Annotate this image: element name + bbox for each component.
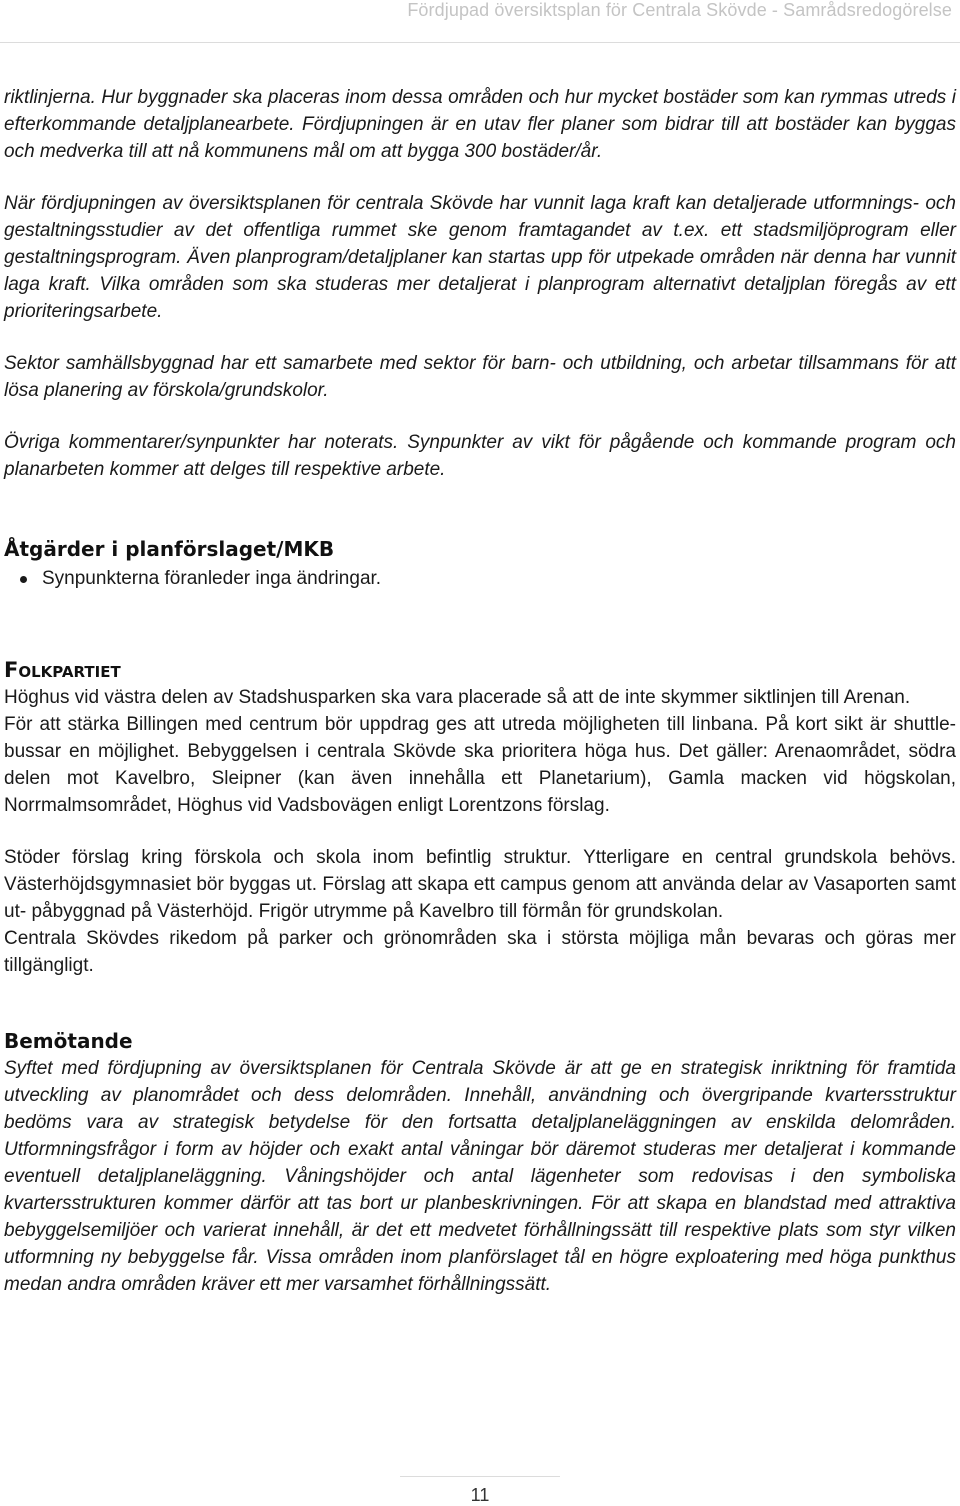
intro-paragraph-2: När fördjupningen av översiktsplanen för centrala Skövde har vunnit laga kraft kan detaljerade utformnings- och gestaltningsstudier av det offentliga rummet ske genom framtagandet av t.ex. ett stadsmiljöprogram eller gestaltningsprogram. Även planprogram/detaljplaner kan startas upp för utpekade områden när denna har vunnit laga kraft. Vilka områden som ska studeras mer detaljerat i planprogram alternativt detaljplan föregås av ett prioriteringsarbete.	[4, 193, 956, 322]
measures-list	[4, 565, 956, 592]
intro-paragraph-3: Sektor samhällsbyggnad har ett samarbete med sektor för barn- och utbildning, och arbetar tillsammans för att lösa planering av förskola/grundskolor.	[4, 353, 956, 401]
list-item-text: Synpunkterna föranleder inga ändringar.	[42, 568, 382, 589]
folkpartiet-heading: Folkpartiet	[4, 658, 121, 682]
response-heading: Bemötande	[4, 1029, 133, 1053]
intro-paragraph-4: Övriga kommentarer/synpunkter har noterats. Synpunkter av vikt för pågående och kommande program och planarbeten kommer att delges till respektive arbete.	[4, 432, 956, 480]
list-item	[4, 565, 956, 592]
folkpartiet-line-4: Centrala Skövdes rikedom på parker och grönområden ska i största möjliga mån bevaras och göras mer tillgängligt.	[4, 928, 956, 976]
folkpartiet-line-2: För att stärka Billingen med centrum bör uppdrag ges att utreda möjligheten till linbana. På kort sikt är shuttle-bussar en möjlighet. Bebyggelsen i centrala Skövde ska prioritera höga hus. Det gäller: Arenaområdet, södra delen mot Kavelbro, Sleipner (kan även innehålla ett Planetarium), Gamla macken vid högskolan, Norrmalmsområdet, Höghus vid Vadsbovägen enligt Lorentzons förslag.	[4, 714, 956, 816]
measures-heading: Åtgärder i planförslaget/MKB	[4, 537, 335, 561]
bullet-icon	[20, 576, 27, 583]
header-divider	[0, 42, 960, 43]
response-text: Syftet med fördjupning av översiktsplanen för Centrala Skövde är att ge en strategisk inriktning för framtida utveckling av planområdet och dess delområden. Innehåll, användning och övergripande kvartersstruktur bedöms vara av strategisk betydelse för den fortsatta detaljplaneläggningen av enskilda delområden. Utformningsfrågor i form av höjder och exakt antal våningar bör däremot studeras mer detaljerat i kommande eventuell detaljplaneläggning. Våningshöjder och antal lägenheter som redovisas i den symboliska kvartersstrukturen kommer därför att tas bort ur planbeskrivningen. För att skapa en blandstad med attraktiva bebyggelsemiljöer och varierat innehåll, är det ett medvetet förhållningssätt till respektive plats som styr vilken utformning ny bebyggelse får. Vissa områden inom planförslaget tål en högre exploatering med höga punkthus medan andra områden kräver ett mer varsamhet förhållningssätt.	[4, 1058, 956, 1295]
intro-paragraph-1: riktlinjerna. Hur byggnader ska placeras inom dessa områden och hur mycket bostäder som kan rymmas utreds i efterkommande detaljplanearbete. Fördjupningen är en utav fler planer som bidrar till att bostäder kan byggas och medverka till att nå kommunens mål om att bygga 300 bostäder/år.	[4, 87, 956, 162]
page-number: 11	[470, 1485, 490, 1505]
folkpartiet-line-3: Stöder förslag kring förskola och skola inom befintlig struktur. Ytterligare en central grundskola behövs. Västerhöjdsgymnasiet bör byggas ut. Förslag att skapa ett campus genom att använda delar av Vasaporten samt ut- påbyggnad på Västerhöjd. Frigör utrymme på Kavelbro till förmån för grundskolan.	[4, 847, 956, 922]
running-header: Fördjupad översiktsplan för Centrala Skövde - Samrådsredogörelse	[407, 0, 952, 20]
page-body	[4, 84, 956, 1298]
folkpartiet-line-1: Höghus vid västra delen av Stadshusparken ska vara placerade så att de inte skymmer siktlinjen till Arenan.	[4, 687, 911, 708]
footer-divider	[400, 1476, 560, 1477]
